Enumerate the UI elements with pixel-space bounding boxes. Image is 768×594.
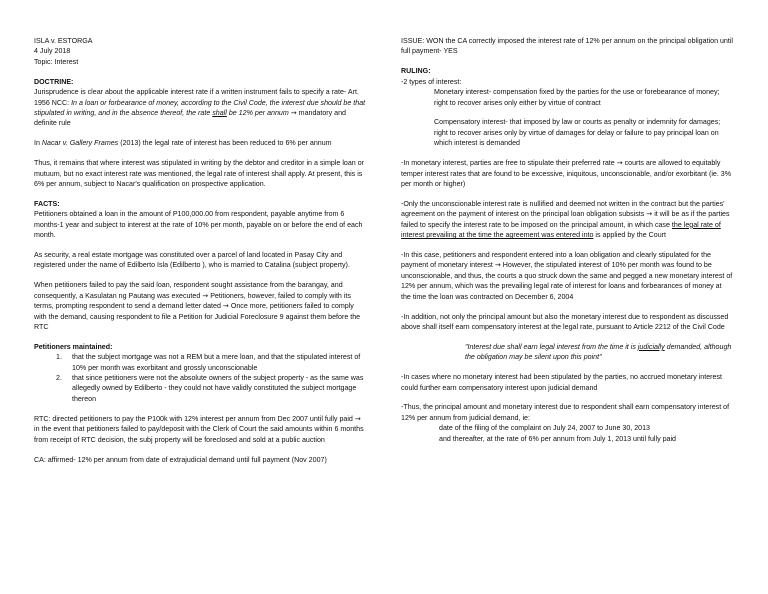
monetary-interest-paragraph: -In monetary interest, parties are free to stipulate their preferred rate → courts are allowed to equitably temper interest rates that are found to be excessive, iniquitous, unconscionable, and/or exorbitant (ie. 3% per month or higher) bbox=[401, 158, 732, 188]
arrow-icon: → bbox=[202, 290, 209, 300]
monetary-interest-definition: Monetary interest- compensation fixed by the parties for the use or forebearance of money; right to recover arises only either by virtue of contract bbox=[434, 88, 720, 107]
no-stipulation-paragraph: -In cases where no monetary interest had been stipulated by the parties, no accrued monetary interest could further earn compensatory interest upon judicial demand bbox=[401, 373, 722, 392]
period-1: date of the filing of the complaint on July 24, 2007 to June 30, 2013 bbox=[439, 424, 650, 433]
ruling-types: -2 types of interest: bbox=[401, 77, 462, 86]
period-2: and thereafter, at the rate of 6% per annum from July 1, 2013 until fully paid bbox=[439, 434, 676, 443]
doctrine-paragraph: Jurisprudence is clear about the applicable interest rate if a written instrument fails to specify a rate- Art. 1956 NCC: In a loan or forbearance of money, according to the Civil Code, the interest due should be that stipulated in writing, and in the absence thereof, the rate shall be 12% per annum → mandatory and definite rule bbox=[34, 88, 366, 128]
doctrine-heading: DOCTRINE: bbox=[34, 77, 74, 86]
addition-paragraph: -In addition, not only the principal amount but also the monetary interest due to respondent as discussed above shall itself earn compensatory interest at the legal rate, pursuant to Article 2212 of the Civil Code bbox=[401, 312, 729, 331]
arrow-icon: → bbox=[290, 107, 297, 117]
rtc-paragraph: RTC: directed petitioners to pay the P100k with 12% interest per annum from Dec 2007 until fully paid → in the event that petitioners failed to pay/deposit with the Clerk of Court the said amounts within 6 months from receipt of RTC decision, the subj property will be foreclosed and sold at a public auction bbox=[34, 413, 364, 444]
facts-paragraph-2: As security, a real estate mortgage was constituted over a parcel of land located in Pasay City and registered under the name of Edilberto Isla (Edilberto ), who is married to Catalina (subject property). bbox=[34, 251, 350, 270]
facts-heading: FACTS: bbox=[34, 199, 60, 208]
maintained-list bbox=[34, 352, 366, 404]
ca-paragraph: CA: affirmed- 12% per annum from date of extrajudicial demand until full payment (Nov 2007) bbox=[34, 455, 327, 464]
article-quote: "Interest due shall earn legal interest from the time it is judicially demanded, although the obligation may be silent upon this point" bbox=[465, 342, 732, 362]
issue-paragraph: ISSUE: WON the CA correctly imposed the interest rate of 12% per annum on the principal obligation until full payment- YES bbox=[401, 37, 733, 56]
compensatory-interest-definition: Compensatory interest- that imposed by law or courts as penalty or indemnity for damages; right to recover arises only by virtue of damages for delay or failure to pay principal loan on which interest is demanded bbox=[434, 118, 721, 148]
facts-paragraph-3: When petitioners failed to pay the said loan, respondent sought assistance from the barangay, and consequently, a Kasulatan ng Pautang was executed → Petitioners, however, failed to comply with its terms, prompting respondent to send a demand letter dated → Once more, petitioners failed to comply with the demand, causing respondent to file a Petition for Judicial Foreclosure 9 against them before the RTC bbox=[34, 281, 361, 331]
arrow-icon: → bbox=[494, 260, 501, 270]
thus-paragraph-right: -Thus, the principal amount and monetary interest due to respondent shall earn compensatory interest of 12% per annum from judicial demand, ie: bbox=[401, 403, 730, 422]
case-title: ISLA v. ESTORGA bbox=[34, 37, 93, 45]
right-column bbox=[401, 36, 733, 444]
this-case-paragraph: -In this case, petitioners and respondent entered into a loan obligation and clearly stipulated for the payment of monetary interest → However, the stipulated interest of 10% per month was found to be unconscionable, and thus, the courts a quo struck down the same and pegged a new monetary interest of 12% per annum, which was the prevailing legal rate of interest for loans and forbearances of money at the time the loan was contracted on December 6, 2004 bbox=[401, 251, 733, 301]
case-date: 4 July 2018 bbox=[34, 47, 71, 56]
maintained-heading: Petitioners maintained: bbox=[34, 342, 113, 351]
arrow-icon: → bbox=[646, 209, 653, 219]
arrow-icon: → bbox=[354, 413, 361, 423]
ruling-heading: RULING: bbox=[401, 67, 431, 76]
thus-paragraph: Thus, it remains that where interest was stipulated in writing by the debtor and creditor in a simple loan or mutuum, but no exact interest rate was mentioned, the legal rate of interest shall apply. At present, this is 6% per annum, subject to Nacar's qualification on prospective application. bbox=[34, 159, 365, 188]
unconscionable-paragraph: -Only the unconscionable interest rate is nullified and deemed not written in the contract but the parties' agreement on the payment of interest on the principal loan obligation subsists → it will be as if the parties failed to specify the interest rate to be imposed on the principal amount, in which case the legal rate of interest prevailing at the time the agreement was entered into is applied by the Court bbox=[401, 199, 730, 240]
list-item: 2. that since petitioners were not the absolute owners of the subject property - as the same was allegedly owned by Edilberto - they could not have validly constituted the subject mortgage thereon bbox=[56, 374, 364, 403]
arrow-icon: → bbox=[616, 158, 623, 168]
nacar-paragraph: In Nacar v. Gallery Frames (2013) the legal rate of interest has been reduced to 6% per annum bbox=[34, 139, 332, 148]
topic: Topic: Interest bbox=[34, 57, 79, 66]
facts-paragraph-1: Petitioners obtained a loan in the amount of P100,000.00 from respondent, payable anytime from 6 months-1 year and subject to interest at the rate of 10% per month, payable on or before the end of each month. bbox=[34, 210, 363, 240]
left-column bbox=[34, 36, 366, 465]
list-item: 1. that the subject mortgage was not a REM but a mere loan, and that the stipulated interest of 10% per month was exorbitant and grossly unconscionable bbox=[56, 353, 361, 372]
arrow-icon: → bbox=[222, 301, 229, 311]
